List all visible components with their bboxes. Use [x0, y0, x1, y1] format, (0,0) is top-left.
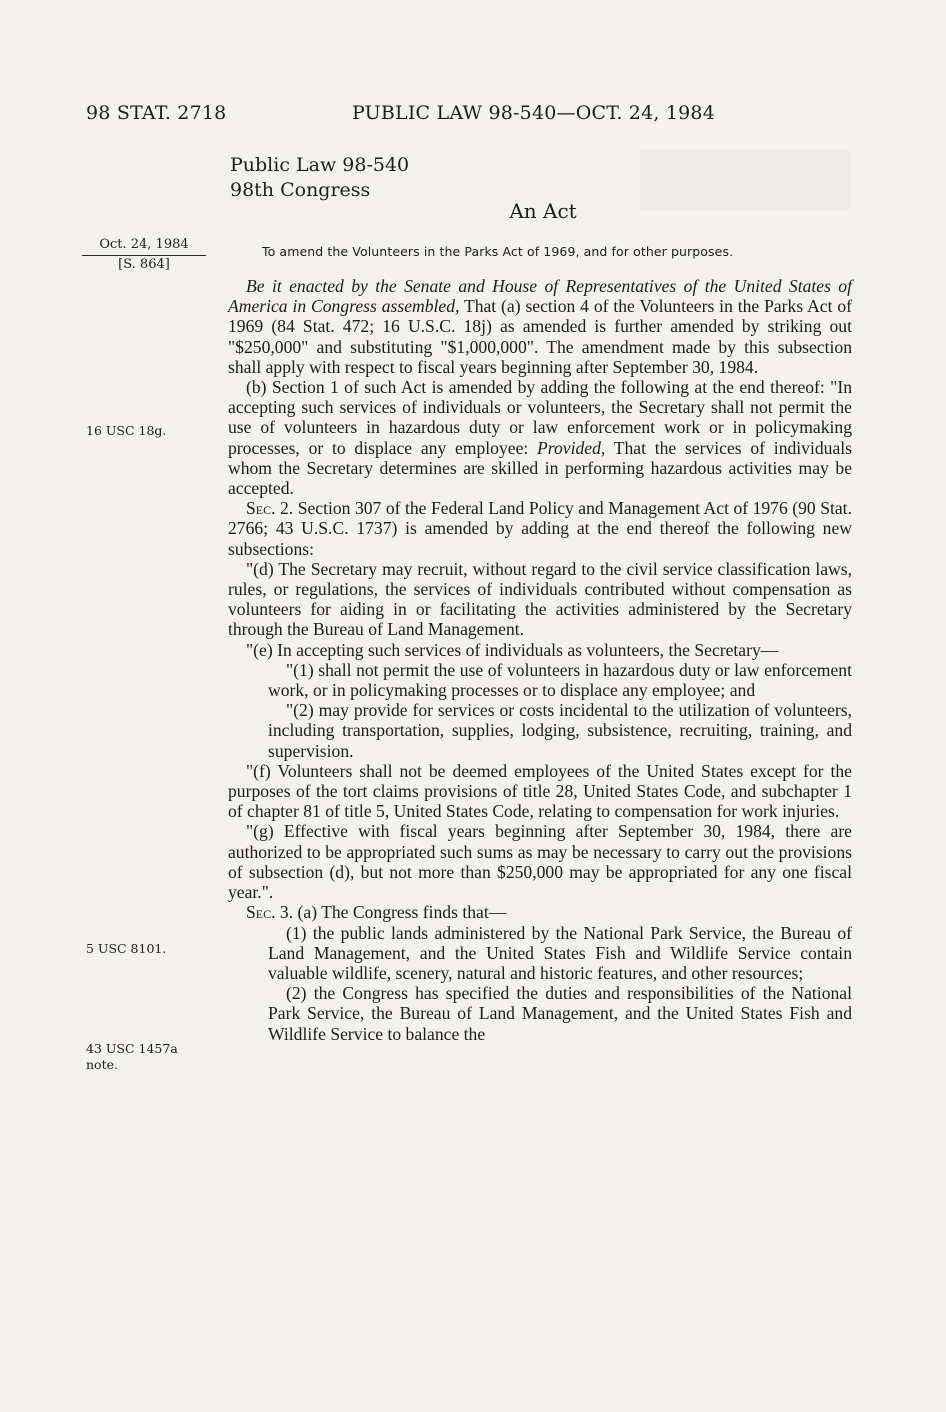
- section-1b-text: (b) Section 1 of such Act is amended by adding the following at the end thereof: "In accepting such services of individuals or volunteers, the Secretary shall not permit the use of volunteers in hazardous duty or law enforcement work or in policymaking processes, or to displace any employee:: [228, 377, 852, 458]
- subsection-e-1: "(1) shall not permit the use of volunteers in hazardous duty or law enforcement work, or in policymaking processes or to displace any employee; and: [268, 659, 852, 701]
- section-3-label: Sec. 3.: [246, 902, 294, 923]
- section-1b: [228, 377, 852, 498]
- margin-note-43-usc-citation: 43 USC 1457a: [86, 1041, 178, 1056]
- section-3-text: (a) The Congress finds that—: [293, 902, 507, 923]
- finding-2: (2) the Congress has specified the duties and responsibilities of the National Park Service, the Bureau of Land Management, and the United States Fish and Wildlife Service to balance the: [268, 983, 852, 1044]
- section-1a-text: That (a) section 4 of the Volunteers in the Parks Act of 1969 (84 Stat. 472; 16 U.S.C. 18j) as amended is further amended by striking out "$250,000" and substituting "$1,000,000". The amendment made by this subsection shall apply with respect to fiscal years beginning after September 30, 1984.: [228, 296, 853, 377]
- act-title: An Act: [509, 199, 577, 223]
- enacting-formula: Be it enacted by the Senate and House of Representatives of the United States of America in Congress assembled,: [228, 276, 852, 317]
- law-number: Public Law 98-540: [230, 154, 410, 176]
- congress-number: 98th Congress: [230, 179, 371, 201]
- finding-1: (1) the public lands administered by the National Park Service, the Bureau of Land Management, and the United States Fish and Wildlife Service contain valuable wildlife, scenery, natural and historic features, and other resources;: [268, 922, 852, 983]
- subsection-g: "(g) Effective with fiscal years beginning after September 30, 1984, there are authorized to be appropriated such sums as may be necessary to carry out the provisions of subsection (d), but not more than $250,000 may be appropriated for any one fiscal year.".: [228, 821, 852, 903]
- act-purpose: To amend the Volunteers in the Parks Act of 1969, and for other purposes.: [262, 244, 734, 259]
- law-identifier: [230, 153, 409, 203]
- subsection-e: "(e) In accepting such services of individuals as volunteers, the Secretary—: [246, 639, 779, 660]
- section-2: [228, 498, 852, 559]
- subsection-f: "(f) Volunteers shall not be deemed employees of the United States except for the purposes of the tort claims provisions of title 28, United States Code, and subchapter 1 of chapter 81 of title 5, United States Code, relating to compensation for work injuries.: [228, 760, 852, 822]
- margin-date-block: [82, 236, 206, 274]
- section-2-label: Sec. 2.: [246, 498, 294, 519]
- subsection-e-2: "(2) may provide for services or costs incidental to the utilization of volunteers, including transportation, supplies, lodging, subsistence, recruiting, training, and supervision.: [268, 700, 852, 761]
- margin-note-43-usc: [86, 1041, 178, 1073]
- enacting-clause: [228, 276, 852, 377]
- act-body: [228, 276, 852, 1044]
- section-2-text: Section 307 of the Federal Land Policy and Management Act of 1976 (90 Stat. 2766; 43 U.S.C. 1737) is amended by adding at the end thereof the following new subsections:: [228, 498, 852, 559]
- subsection-d: "(d) The Secretary may recruit, without regard to the civil service classification laws, rules, or regulations, the services of individuals contributed without compensation as volunteers for aiding in or facilitating the activities administered by the Secretary through the Bureau of Land Management.: [228, 558, 852, 640]
- margin-note-43-usc-suffix: note.: [86, 1057, 118, 1072]
- enactment-date: Oct. 24, 1984: [82, 236, 206, 256]
- statute-page-number: 98 STAT. 2718: [86, 102, 227, 124]
- section-1b-proviso: That the services of individuals whom the Secretary determines are skilled in performing hazardous activities may be accepted.: [228, 437, 852, 499]
- section-3: [228, 902, 852, 922]
- bill-number: [S. 864]: [118, 257, 170, 272]
- margin-note-16-usc: 16 USC 18g.: [86, 423, 167, 438]
- proviso-word: Provided,: [537, 437, 606, 458]
- margin-note-5-usc: 5 USC 8101.: [86, 941, 167, 956]
- running-header: PUBLIC LAW 98-540—OCT. 24, 1984: [352, 102, 716, 124]
